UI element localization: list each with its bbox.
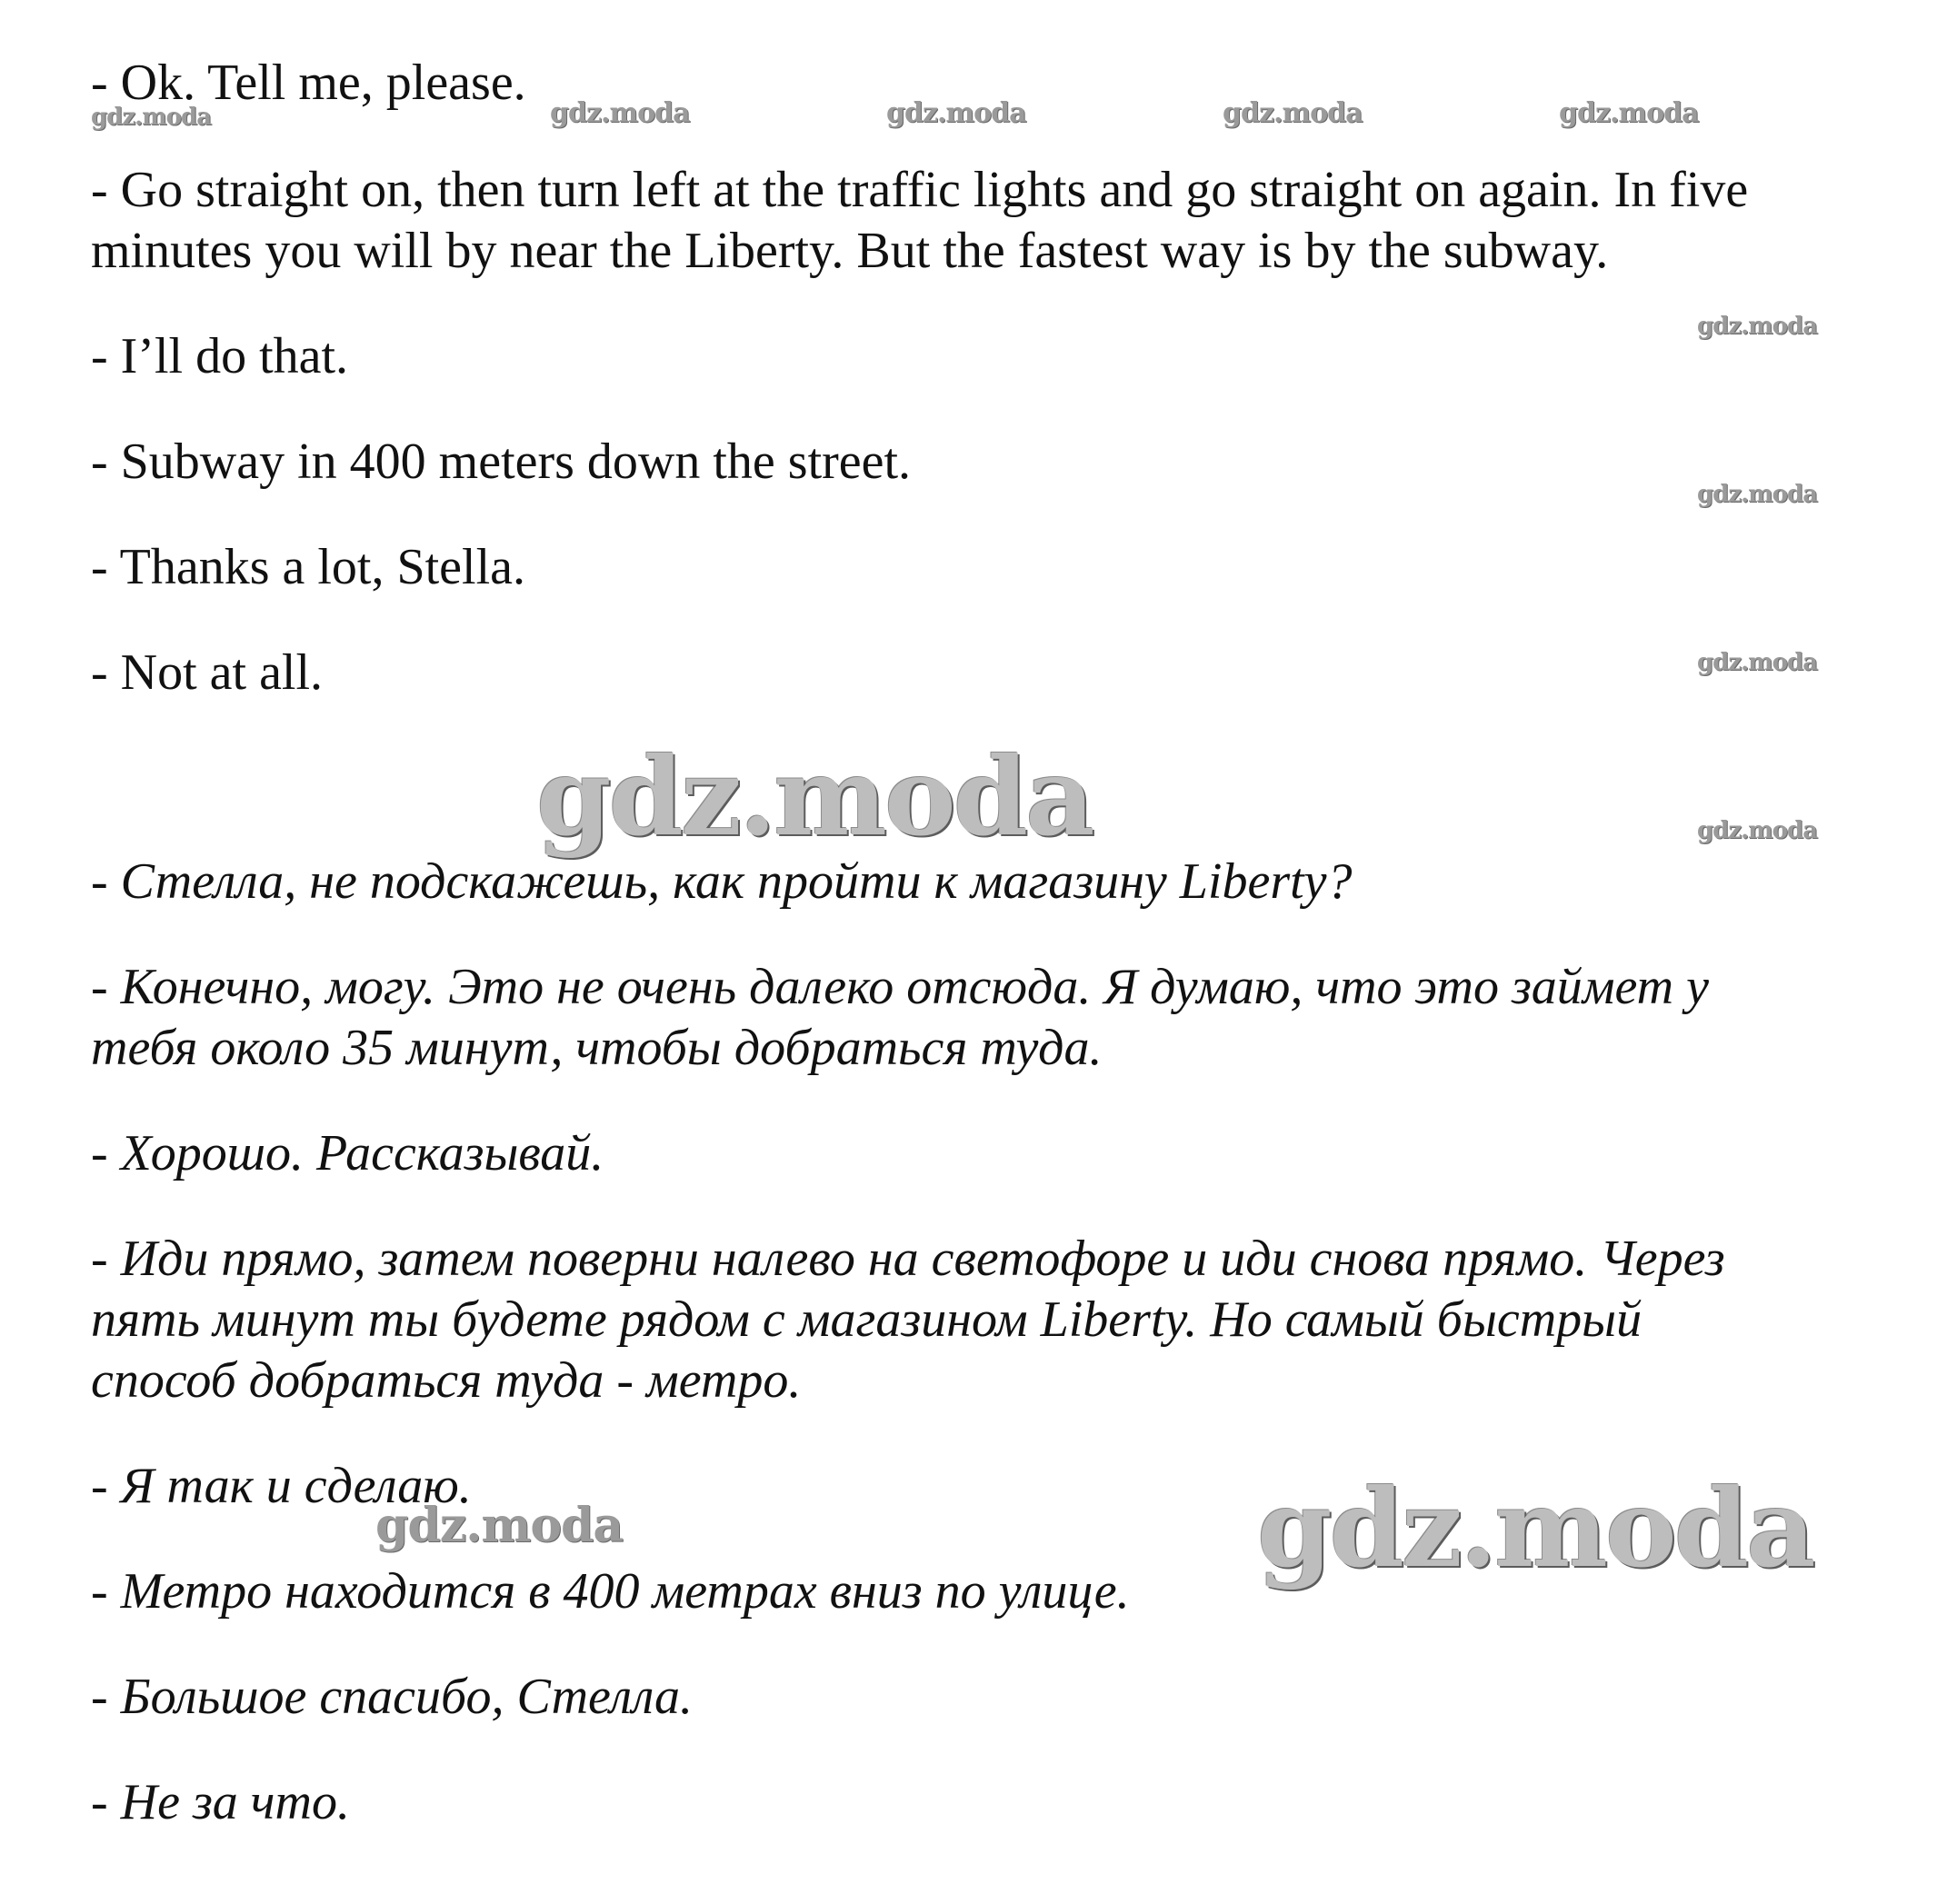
watermark: gdz.moda	[1697, 481, 1818, 508]
dialogue-line-en-2: - Go straight on, then turn left at the traffic lights and go straight on again. In five	[91, 162, 1749, 218]
dialogue-line-en-4: - Subway in 400 meters down the street.	[91, 434, 912, 490]
watermark: gdz.moda	[1697, 649, 1818, 676]
watermark: gdz.moda	[1697, 817, 1818, 844]
dialogue-line-ru-6: - Метро находится в 400 метрах вниз по улице.	[91, 1563, 1130, 1620]
dialogue-line-en-5: - Thanks a lot, Stella.	[91, 539, 525, 595]
dialogue-line-ru-2: - Конечно, могу. Это не очень далеко отсюда. Я думаю, что это займет у	[91, 959, 1709, 1015]
dialogue-line-ru-8: - Не за что.	[91, 1774, 350, 1830]
dialogue-line-en-2-cont: minutes you will by near the Liberty. But the fastest way is by the subway.	[91, 223, 1609, 279]
dialogue-line-ru-4-cont-1: пять минут ты будете рядом с магазином Liberty. Но самый быстрый	[91, 1291, 1642, 1348]
dialogue-line-en-3: - I’ll do that.	[91, 328, 349, 384]
watermark-medium: gdz.moda	[375, 1498, 624, 1553]
watermark: gdz.moda	[886, 97, 1026, 129]
dialogue-line-ru-7: - Большое спасибо, Стелла.	[91, 1669, 694, 1725]
dialogue-line-en-1: - Ok. Tell me, please.	[91, 55, 526, 111]
dialogue-line-ru-4: - Иди прямо, затем поверни налево на светофоре и иди снова прямо. Через	[91, 1231, 1725, 1287]
dialogue-line-en-6: - Not at all.	[91, 644, 324, 701]
dialogue-line-ru-5: - Я так и сделаю.	[91, 1458, 472, 1514]
watermark: gdz.moda	[91, 104, 212, 131]
watermark: gdz.moda	[1559, 97, 1699, 129]
watermark: gdz.moda	[1697, 313, 1818, 340]
dialogue-line-ru-3: - Хорошо. Рассказывай.	[91, 1125, 604, 1181]
watermark: gdz.moda	[1223, 97, 1363, 129]
watermark-large: gdz.moda	[1257, 1465, 1813, 1591]
dialogue-line-ru-2-cont: тебя около 35 минут, чтобы добраться туда.	[91, 1020, 1103, 1076]
watermark: gdz.moda	[550, 97, 690, 129]
dialogue-line-ru-4-cont-2: способ добраться туда - метро.	[91, 1352, 802, 1409]
dialogue-line-ru-1: - Стелла, не подскажешь, как пройти к магазину Liberty?	[91, 853, 1353, 910]
watermark-large: gdz.moda	[536, 733, 1093, 860]
